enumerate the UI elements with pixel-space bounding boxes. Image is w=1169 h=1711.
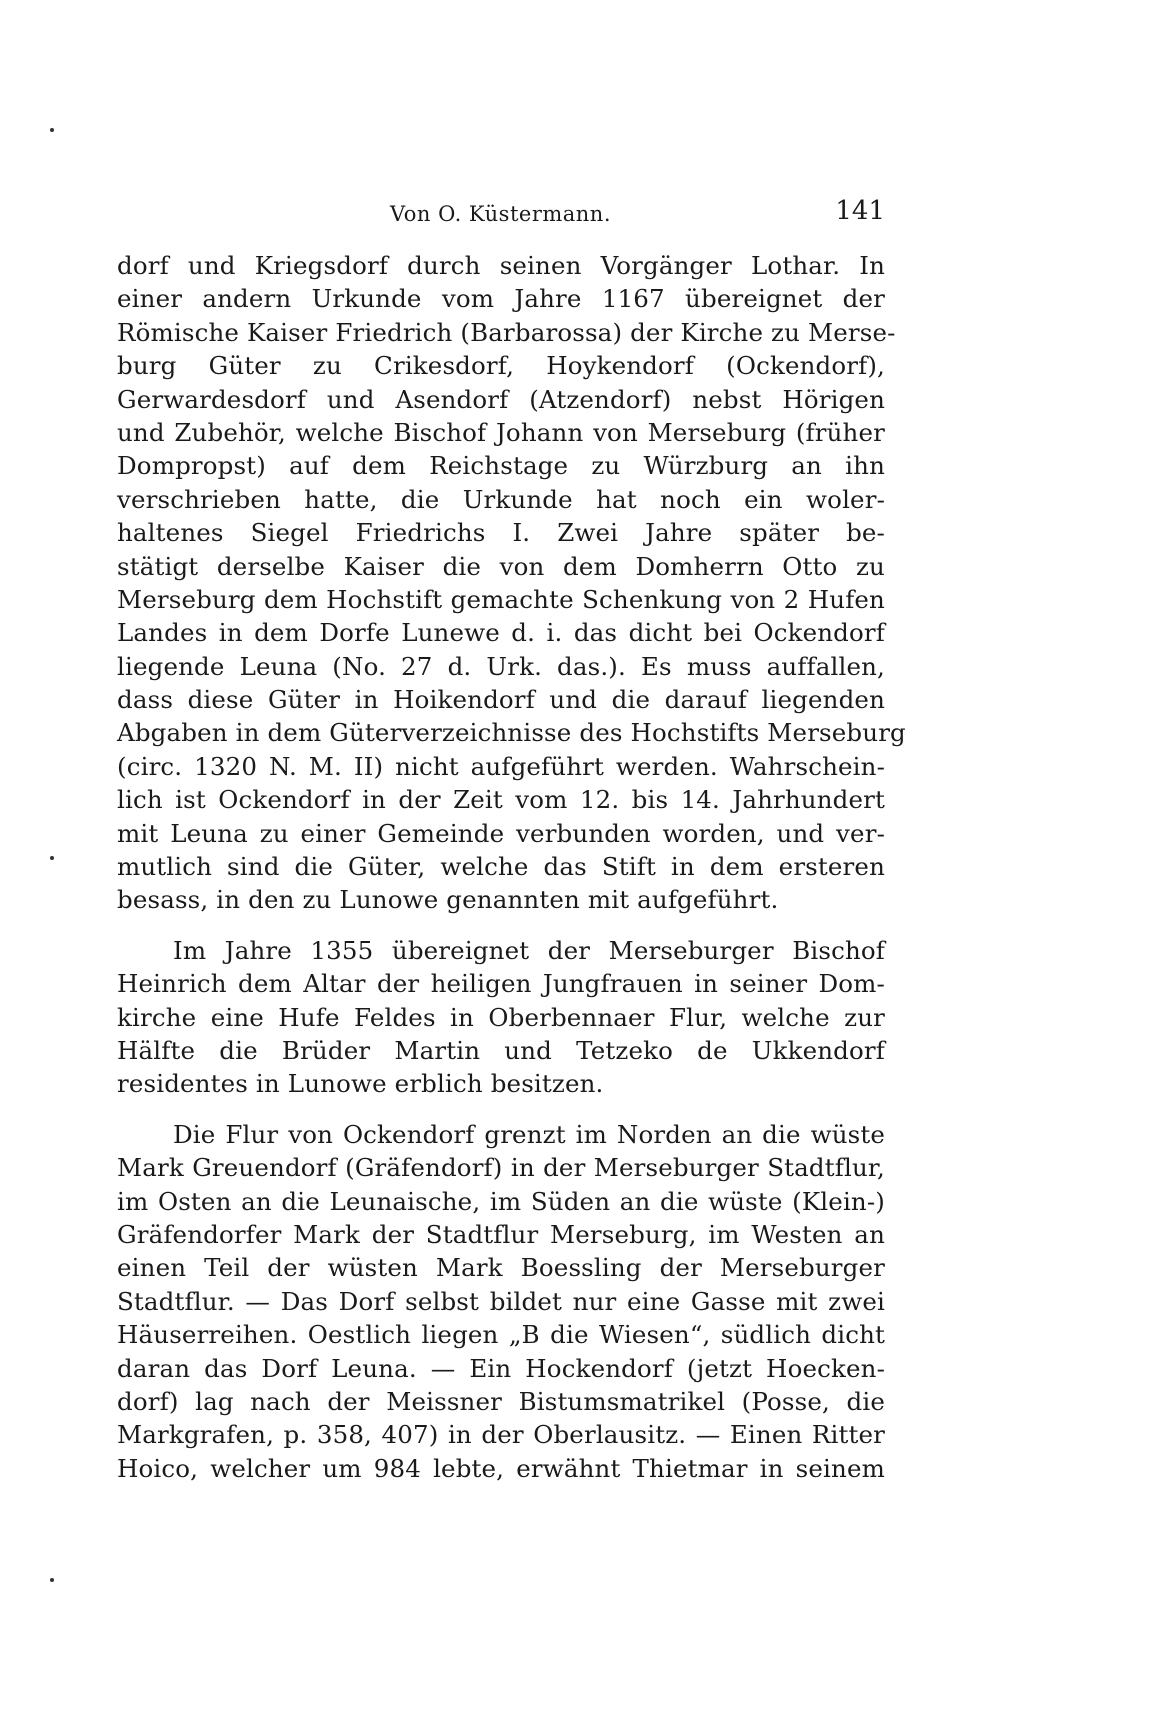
text-line: lich ist Ockendorf in der Zeit vom 12. bis 14. Jahrhundert <box>117 785 885 815</box>
text-line: im Osten an die Leunaische, im Süden an die wüste (Klein-) <box>117 1186 885 1216</box>
text-line: Merseburg dem Hochstift gemachte Schenkung von 2 Hufen <box>117 584 885 614</box>
body-text <box>117 249 906 1485</box>
text-line: dorf und Kriegsdorf durch seinen Vorgänger Lothar. In <box>117 251 885 280</box>
paragraph-2 <box>117 934 885 1101</box>
text-line: Römische Kaiser Friedrich (Barbarossa) der Kirche zu Merse- <box>117 317 896 347</box>
text-line: dorf) lag nach der Meissner Bistumsmatrikel (Posse, die <box>117 1386 885 1416</box>
text-line: verschrieben hatte, die Urkunde hat noch ein woler- <box>117 484 885 514</box>
text-line: stätigt derselbe Kaiser die von dem Domherrn Otto zu <box>117 551 885 581</box>
margin-mark <box>50 856 54 860</box>
text-line: Mark Greuendorf (Gräfendorf) in der Merseburger Stadtflur, <box>117 1153 885 1183</box>
text-line: (circ. 1320 N. M. II) nicht aufgeführt werden. Wahrschein- <box>117 751 885 781</box>
text-line: Dompropst) auf dem Reichstage zu Würzburg an ihn <box>117 451 885 481</box>
text-line: mit Leuna zu einer Gemeinde verbunden worden, und ver- <box>117 818 885 848</box>
paragraph-gap <box>117 917 885 934</box>
text-line: liegende Leuna (No. 27 d. Urk. das.). Es muss auffallen, <box>117 651 885 681</box>
text-line: residentes in Lunowe erblich besitzen. <box>117 1069 604 1099</box>
text-line: Heinrich dem Altar der heiligen Jungfrauen in seiner Dom- <box>117 969 885 999</box>
text-line: Stadtflur. — Das Dorf selbst bildet nur eine Gasse mit zwei <box>117 1286 885 1316</box>
text-line: Gräfendorfer Mark der Stadtflur Merseburg, im Westen an <box>117 1219 885 1249</box>
running-head: Von O. Küstermann. <box>390 202 612 226</box>
margin-mark <box>50 1578 54 1582</box>
text-line: kirche eine Hufe Feldes in Oberbennaer Flur, welche zur <box>117 1002 885 1032</box>
text-line: und Zubehör, welche Bischof Johann von Merseburg (früher <box>117 417 885 447</box>
text-line: Markgrafen, p. 358, 407) in der Oberlausitz. — Einen Ritter <box>117 1420 885 1450</box>
text-line: einen Teil der wüsten Mark Boessling der Merseburger <box>117 1253 885 1283</box>
text-line: Häuserreihen. Oestlich liegen „B die Wiesen“, südlich dicht <box>117 1320 885 1350</box>
text-line: Hälfte die Brüder Martin und Tetzeko de Ukkendorf <box>117 1035 885 1065</box>
text-line: mutlich sind die Güter, welche das Stift in dem ersteren <box>117 852 885 882</box>
text-line: Abgaben in dem Güterverzeichnisse des Hochstifts Merseburg <box>117 718 906 748</box>
text-line: daran das Dorf Leuna. — Ein Hockendorf (jetzt Hoecken- <box>117 1353 885 1383</box>
page-header <box>117 196 885 232</box>
text-line: Landes in dem Dorfe Lunewe d. i. das dicht bei Ockendorf <box>117 618 885 648</box>
margin-mark <box>50 128 54 132</box>
paragraph-1 <box>117 249 906 917</box>
text-line: dass diese Güter in Hoikendorf und die darauf liegenden <box>117 685 885 715</box>
paragraph-3 <box>117 1118 885 1485</box>
text-line: haltenes Siegel Friedrichs I. Zwei Jahre später be- <box>117 518 885 548</box>
text-line: Gerwardesdorf und Asendorf (Atzendorf) nebst Hörigen <box>117 384 885 414</box>
paragraph-gap <box>117 1101 885 1118</box>
text-line: einer andern Urkunde vom Jahre 1167 übereignet der <box>117 284 885 314</box>
text-line: burg Güter zu Crikesdorf, Hoykendorf (Ockendorf), <box>117 351 885 381</box>
text-line: besass, in den zu Lunowe genannten mit aufgeführt. <box>117 885 779 915</box>
page-number: 141 <box>835 196 885 226</box>
text-line: Hoico, welcher um 984 lebte, erwähnt Thietmar in seinem <box>117 1453 885 1483</box>
text-line: Die Flur von Ockendorf grenzt im Norden an die wüste <box>173 1119 885 1149</box>
text-line: Im Jahre 1355 übereignet der Merseburger Bischof <box>173 935 885 965</box>
